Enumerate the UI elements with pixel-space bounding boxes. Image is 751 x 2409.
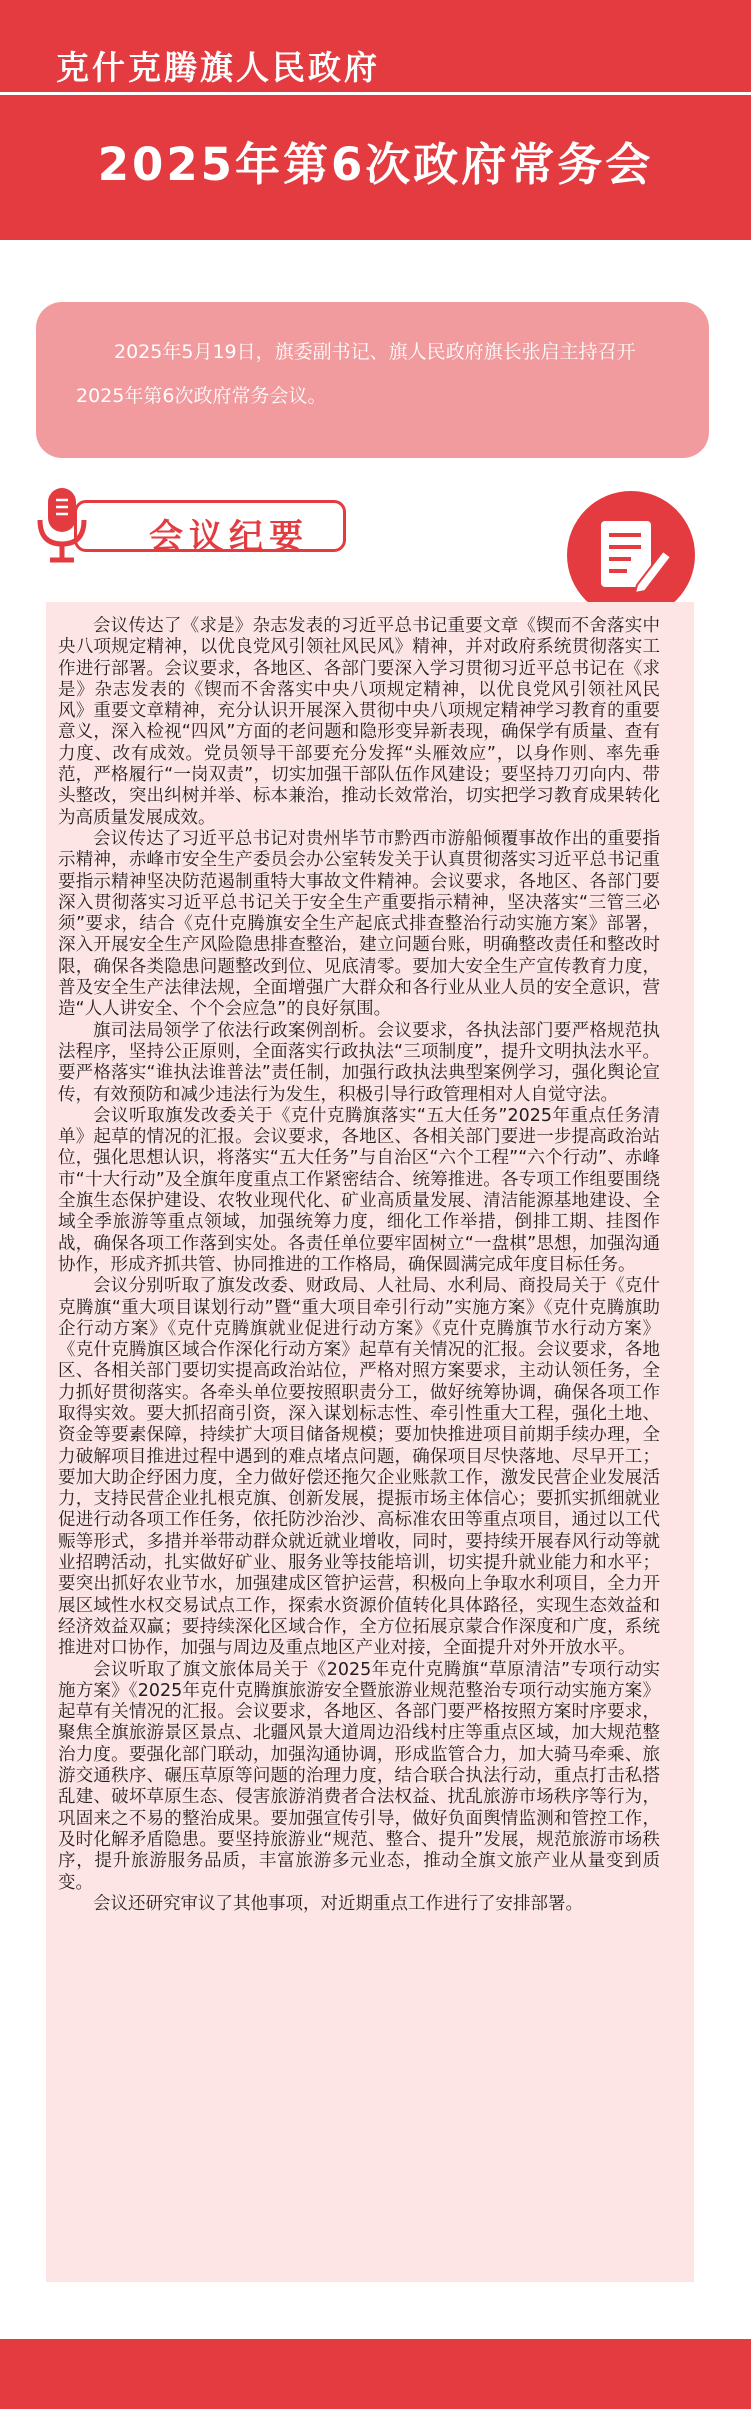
footer-bar: [0, 2339, 751, 2409]
org-name: 克什克腾旗人民政府: [56, 48, 380, 87]
minutes-body: [58, 616, 660, 1915]
header-divider: [0, 92, 751, 95]
header-banner: [0, 0, 751, 240]
minutes-paragraph: 会议传达了《求是》杂志发表的习近平总书记重要文章《锲而不舍落实中央八项规定精神，以优良党风引领社风民风》精神，并对政府系统贯彻落实工作进行部署。会议要求，各地区、各部门要深入学习贯彻习近平总书记在《求是》杂志发表的《锲而不舍落实中央八项规定精神，以优良党风引领社风民风》重要文章精神，充分认识开展深入贯彻中央八项规定精神学习教育的重要意义，深入检视“四风”方面的老问题和隐形变异新表现，确保学有质量、查有力度、改有成效。党员领导干部要充分发挥“头雁效应”，以身作则、率先垂范，严格履行“一岗双责”，切实加强干部队伍作风建设；要坚持刀刃向内、带头整改，突出纠树并举、标本兼治，推动长效常治，切实把学习教育成果转化为高质量发展成效。: [58, 616, 660, 828]
minutes-paragraph: 会议还研究审议了其他事项，对近期重点工作进行了安排部署。: [93, 1893, 583, 1914]
section-header: [30, 486, 330, 566]
section-label: 会议纪要: [149, 517, 309, 557]
minutes-paragraph: 会议分别听取了旗发改委、财政局、人社局、水利局、商投局关于《克什克腾旗“重大项目谋划行动”暨“重大项目牵引行动”实施方案》《克什克腾旗助企行动方案》《克什克腾旗就业促进行动方案》《克什克腾旗节水行动方案》《克什克腾旗区域合作深化行动方案》起草有关情况的汇报。会议要求，各地区、各相关部门要切实提高政治站位，严格对照方案要求，主动认领任务，全力抓好贯彻落实。各牵头单位要按照职责分工，做好统筹协调，确保各项工作取得实效。要大抓招商引资，深入谋划标志性、牵引性重大工程，强化土地、资金等要素保障，持续扩大项目储备规模；要加快推进项目前期手续办理，全力破解项目推进过程中遇到的难点堵点问题，确保项目尽快落地、尽早开工；要加大助企纾困力度，全力做好偿还拖欠企业账款工作，激发民营企业发展活力，支持民营企业扎根克旗、创新发展，提振市场主体信心；要抓实抓细就业促进行动各项工作任务，依托防沙治沙、高标准农田等重点项目，通过以工代赈等形式，多措并举带动群众就近就业增收，同时，要持续开展春风行动等就业招聘活动，扎实做好矿业、服务业等技能培训，切实提升就业能力和水平；要突出抓好农业节水，加强建成区管护运营，积极向上争取水利项目，全力开展区域性水权交易试点工作，探索水资源价值转化具体路径，实现生态效益和经济效益双赢；要持续深化区域合作，全方位拓展京蒙合作深度和广度，系统推进对口协作，加强与周边及重点地区产业对接，全面提升对外开放水平。: [58, 1276, 660, 1659]
microphone-icon: [30, 486, 94, 566]
minutes-paragraph: 会议传达了习近平总书记对贵州毕节市黔西市游船倾覆事故作出的重要指示精神，赤峰市安全生产委员会办公室转发关于认真贯彻落实习近平总书记重要指示精神坚决防范遏制重特大事故文件精神。会议要求，各地区、各部门要深入贯彻落实习近平总书记关于安全生产重要指示精神，坚决落实“三管三必须”要求，结合《克什克腾旗安全生产起底式排查整治行动实施方案》部署，深入开展安全生产风险隐患排查整治，建立问题台账，明确整改责任和整改时限，确保各类隐患问题整改到位、见底清零。要加大安全生产宣传教育力度，普及安全生产法律法规，全面增强广大群众和各行业从业人员的安全意识，营造“人人讲安全、个个会应急”的良好氛围。: [58, 828, 660, 1020]
section-label-pill: [74, 500, 346, 557]
minutes-paragraph: 会议听取了旗文旅体局关于《2025年克什克腾旗“草原清洁”专项行动实施方案》《2025年克什克腾旗旅游安全暨旅游业规范整治专项行动实施方案》起草有关情况的汇报。会议要求，各地区、各部门要严格按照方案时序要求，聚焦全旗旅游景区景点、北疆风景大道周边沿线村庄等重点区域，加大规范整治力度。要强化部门联动，加强沟通协调，形成监管合力，加大骑马牵乘、旅游交通秩序、碾压草原等问题的治理力度，结合联合执法行动，重点打击私搭乱建、破坏草原生态、侵害旅游消费者合法权益、扰乱旅游市场秩序等行为，巩固来之不易的整治成果。要加强宣传引导，做好负面舆情监测和管控工作，及时化解矛盾隐患。要坚持旅游业“规范、整合、提升”发展，规范旅游市场秩序，提升旅游服务品质，丰富旅游多元业态，推动全旗文旅产业从量变到质变。: [58, 1659, 660, 1893]
minutes-paragraph: 旗司法局领学了依法行政案例剖析。会议要求，各执法部门要严格规范执法程序，坚持公正原则，全面落实行政执法“三项制度”，提升文明执法水平。要严格落实“谁执法谁普法”责任制，加强行政执法典型案例学习，强化舆论宣传，有效预防和减少违法行为发生，积极引导行政管理相对人自觉守法。: [58, 1020, 660, 1105]
page-title: 2025年第6次政府常务会: [97, 138, 654, 191]
summary-box: [36, 302, 709, 458]
minutes-paragraph: 会议听取旗发改委关于《克什克腾旗落实“五大任务”2025年重点任务清单》起草的情况的汇报。会议要求，各地区、各相关部门要进一步提高政治站位，强化思想认识，将落实“五大任务”与自治区“六个工程”“六个行动”、赤峰市“十大行动”及全旗年度重点工作紧密结合、统筹推进。各专项工作组要围绕全旗生态保护建设、农牧业现代化、矿业高质量发展、清洁能源基地建设、全域全季旅游等重点领域，加强统筹力度，细化工作举措，倒排工期、挂图作战，确保各项工作落到实处。各责任单位要牢固树立“一盘棋”思想，加强沟通协作，形成齐抓共管、协同推进的工作格局，确保圆满完成年度目标任务。: [58, 1105, 660, 1275]
summary-text: 2025年5月19日，旗委副书记、旗人民政府旗长张启主持召开2025年第6次政府常务会议。: [76, 341, 636, 407]
